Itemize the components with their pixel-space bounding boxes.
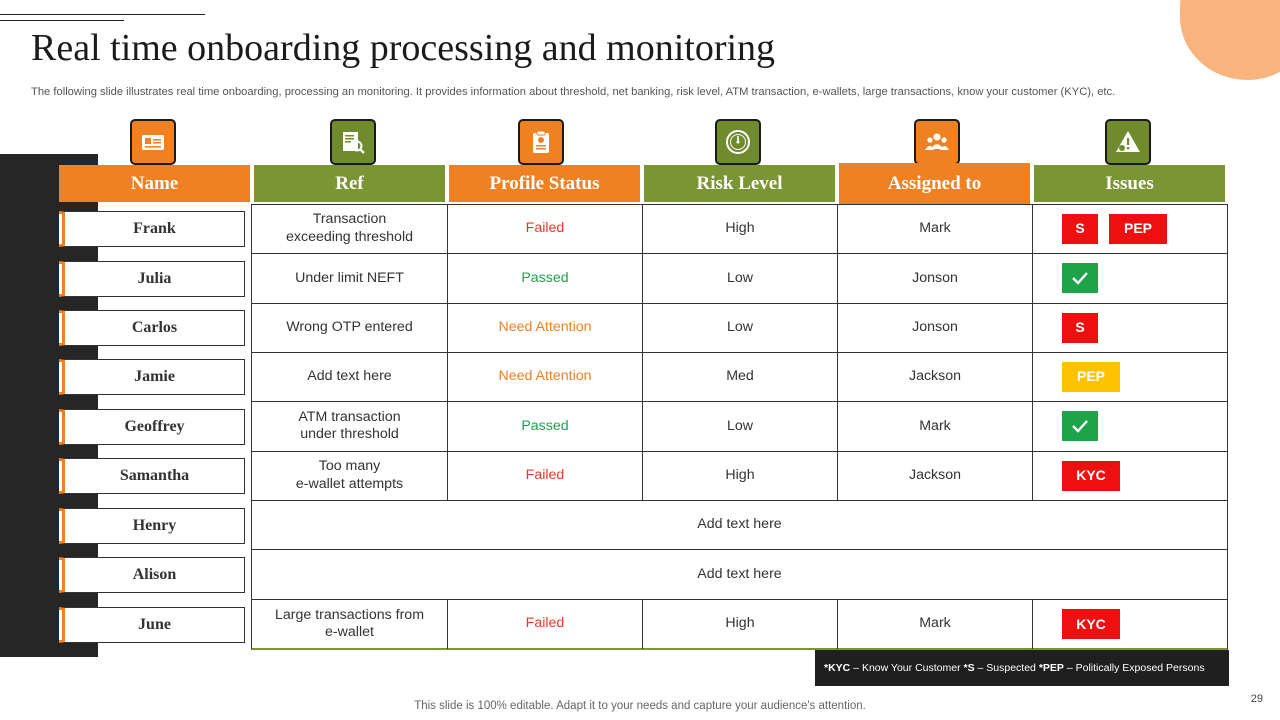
risk-cell: High: [643, 452, 838, 500]
legend-s-key: *S: [963, 662, 975, 674]
check-icon: [1062, 263, 1098, 293]
risk-cell: Low: [643, 304, 838, 352]
id-card-icon: [130, 119, 176, 165]
document-search-icon: [330, 119, 376, 165]
status-cell: Failed: [448, 452, 643, 500]
header-ref: Ref: [254, 165, 445, 202]
legend: [815, 650, 1229, 686]
table-row: [252, 304, 1227, 353]
status-cell: Passed: [448, 402, 643, 450]
table-row: [252, 452, 1227, 501]
issues-cell: [1033, 205, 1227, 253]
issue-badge-s: S: [1062, 313, 1098, 343]
issues-cell: [1033, 402, 1227, 450]
table-row: [252, 353, 1227, 402]
name-box: Samantha: [59, 458, 245, 494]
status-cell: Failed: [448, 205, 643, 253]
legend-s-text: – Suspected: [974, 662, 1039, 674]
name-box: Frank: [59, 211, 245, 247]
ref-cell: ATM transaction under threshold: [252, 402, 448, 450]
issue-badge-kyc: KYC: [1062, 609, 1120, 639]
risk-cell: Low: [643, 402, 838, 450]
header-issues: Issues: [1034, 165, 1225, 202]
issues-cell: [1033, 254, 1227, 302]
status-cell: Passed: [448, 254, 643, 302]
legend-pep-key: *PEP: [1038, 662, 1064, 674]
header-assigned-to: Assigned to: [839, 163, 1030, 204]
status-cell: Failed: [448, 600, 643, 649]
name-box: Henry: [59, 508, 245, 544]
warning-gear-icon: [1105, 119, 1151, 165]
issue-badge-kyc: KYC: [1062, 461, 1120, 491]
risk-cell: High: [643, 600, 838, 649]
legend-kyc-text: – Know Your Customer: [850, 662, 964, 674]
data-table: [251, 204, 1228, 650]
legend-pep-text: – Politically Exposed Persons: [1063, 662, 1205, 674]
gauge-icon: [715, 119, 761, 165]
header-name: Name: [59, 165, 250, 202]
footer-note: This slide is 100% editable. Adapt it to your needs and capture your audience's attention.: [414, 700, 866, 712]
table-row: [252, 600, 1227, 649]
assigned-cell: Jackson: [838, 452, 1033, 500]
page-subtitle: The following slide illustrates real time onboarding, processing an monitoring. It provides information about threshold, net banking, risk level, ATM transaction, e-wallets, large transactions, know your customer (KYC), etc.: [31, 86, 1116, 98]
table-row: [252, 254, 1227, 303]
risk-cell: Med: [643, 353, 838, 401]
issue-badge-pep: PEP: [1062, 362, 1120, 392]
table-row: [252, 501, 1227, 550]
ref-cell: Wrong OTP entered: [252, 304, 448, 352]
issue-badge-pep: PEP: [1109, 214, 1167, 244]
table-row: [252, 402, 1227, 451]
legend-kyc-key: *KYC: [824, 662, 851, 674]
page-number: 29: [1250, 693, 1263, 705]
page-title: Real time onboarding processing and monitoring: [31, 27, 776, 69]
issue-badge-s: S: [1062, 214, 1098, 244]
table-row: [252, 205, 1227, 254]
name-box: June: [59, 607, 245, 643]
name-box: Geoffrey: [59, 409, 245, 445]
header-profile-status: Profile Status: [449, 165, 640, 202]
issues-cell: [1033, 600, 1227, 649]
placeholder-cell: Add text here: [697, 516, 782, 533]
name-box: Alison: [59, 557, 245, 593]
decorative-line: [0, 14, 205, 15]
ref-cell: Under limit NEFT: [252, 254, 448, 302]
assigned-cell: Jackson: [838, 353, 1033, 401]
issues-cell: [1033, 452, 1227, 500]
decorative-blob: [1180, 0, 1280, 80]
assigned-cell: Mark: [838, 205, 1033, 253]
issues-cell: [1033, 304, 1227, 352]
status-cell: Need Attention: [448, 304, 643, 352]
table-row: [252, 550, 1227, 599]
decorative-line: [0, 20, 124, 21]
assigned-cell: Jonson: [838, 304, 1033, 352]
header-risk-level: Risk Level: [644, 165, 835, 202]
ref-cell: Large transactions from e-wallet: [252, 600, 448, 649]
assigned-cell: Mark: [838, 402, 1033, 450]
ref-cell: Too many e-wallet attempts: [252, 452, 448, 500]
placeholder-cell: Add text here: [697, 565, 782, 582]
assigned-cell: Mark: [838, 600, 1033, 649]
name-box: Julia: [59, 261, 245, 297]
check-icon: [1062, 411, 1098, 441]
assigned-cell: Jonson: [838, 254, 1033, 302]
profile-clipboard-icon: [518, 119, 564, 165]
issues-cell: [1033, 353, 1227, 401]
name-box: Jamie: [59, 359, 245, 395]
status-cell: Need Attention: [448, 353, 643, 401]
ref-cell: Add text here: [252, 353, 448, 401]
ref-cell: Transaction exceeding threshold: [252, 205, 448, 253]
name-box: Carlos: [59, 310, 245, 346]
risk-cell: Low: [643, 254, 838, 302]
team-icon: [914, 119, 960, 165]
risk-cell: High: [643, 205, 838, 253]
